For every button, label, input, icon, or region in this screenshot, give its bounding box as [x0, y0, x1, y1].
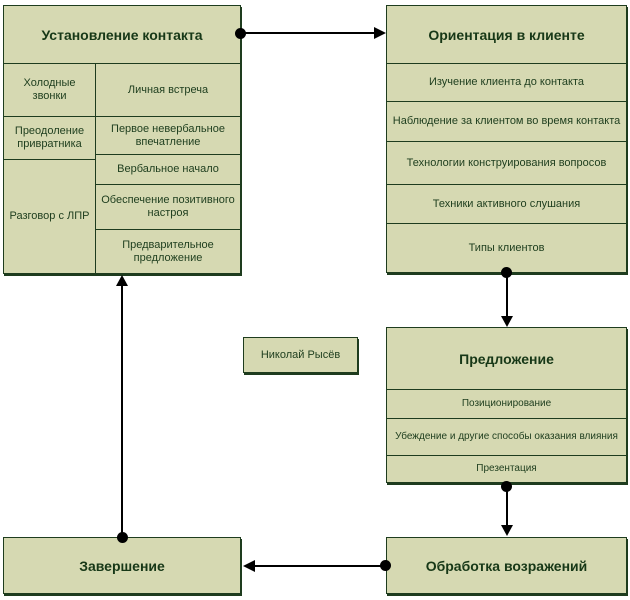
cell-question-construction: Технологии конструирования вопросов [387, 141, 626, 184]
cell-client-types: Типы клиентов [387, 223, 626, 272]
cell-personal-meeting: Личная встреча [96, 63, 240, 116]
box-client-orientation [386, 5, 627, 273]
box-objection-handling-title: Обработка возражений [425, 557, 588, 574]
connector-closing-contact-arrowhead [116, 275, 128, 286]
cell-talk-with-decision-maker: Разговор с ЛПР [4, 159, 95, 273]
cell-gatekeeper: Преодоление привратника [4, 116, 95, 159]
author-label: Николай Рысёв [260, 349, 341, 361]
cell-presentation: Презентация [387, 455, 626, 482]
box-client-orientation-title: Ориентация в клиенте [428, 26, 585, 43]
cell-positive-mood: Обеспечение позитивного настроя [96, 184, 240, 229]
box-closing-title: Завершение [79, 557, 165, 574]
connector-objections-closing-arrowhead [243, 560, 255, 572]
cell-active-listening: Техники активного слушания [387, 184, 626, 223]
author-label-box [243, 337, 358, 373]
cell-persuasion-influence: Убеждение и другие способы оказания влияния [387, 418, 626, 455]
box-objection-handling [386, 537, 627, 594]
box-offer-title: Предложение [459, 350, 554, 367]
cell-study-client-before-contact: Изучение клиента до контакта [387, 63, 626, 101]
connector-orientation-offer-arrowhead [501, 316, 513, 327]
connector-contact-orientation-arrowhead [374, 27, 386, 39]
cell-first-nonverbal-impression: Первое невербальное впечатление [96, 116, 240, 154]
box-offer [386, 327, 627, 483]
connector-contact-orientation-line [241, 32, 374, 34]
cell-observe-client-during-contact: Наблюдение за клиентом во время контакта [387, 101, 626, 141]
connector-objections-closing-dot [380, 560, 391, 571]
connector-closing-contact-line [121, 285, 123, 533]
connector-objections-closing-line [254, 565, 381, 567]
box-establish-contact-title: Установление контакта [41, 26, 203, 43]
connector-closing-contact-dot [117, 532, 128, 543]
connector-offer-objections-line [506, 491, 508, 526]
cell-verbal-start: Вербальное начало [96, 154, 240, 184]
cell-cold-calls: Холодные звонки [4, 63, 95, 116]
box-establish-contact [3, 5, 241, 274]
connector-orientation-offer-line [506, 277, 508, 317]
box-closing [3, 537, 241, 594]
connector-offer-objections-arrowhead [501, 525, 513, 536]
cell-positioning: Позиционирование [387, 389, 626, 418]
cell-preliminary-offer: Предварительное предложение [96, 229, 240, 273]
